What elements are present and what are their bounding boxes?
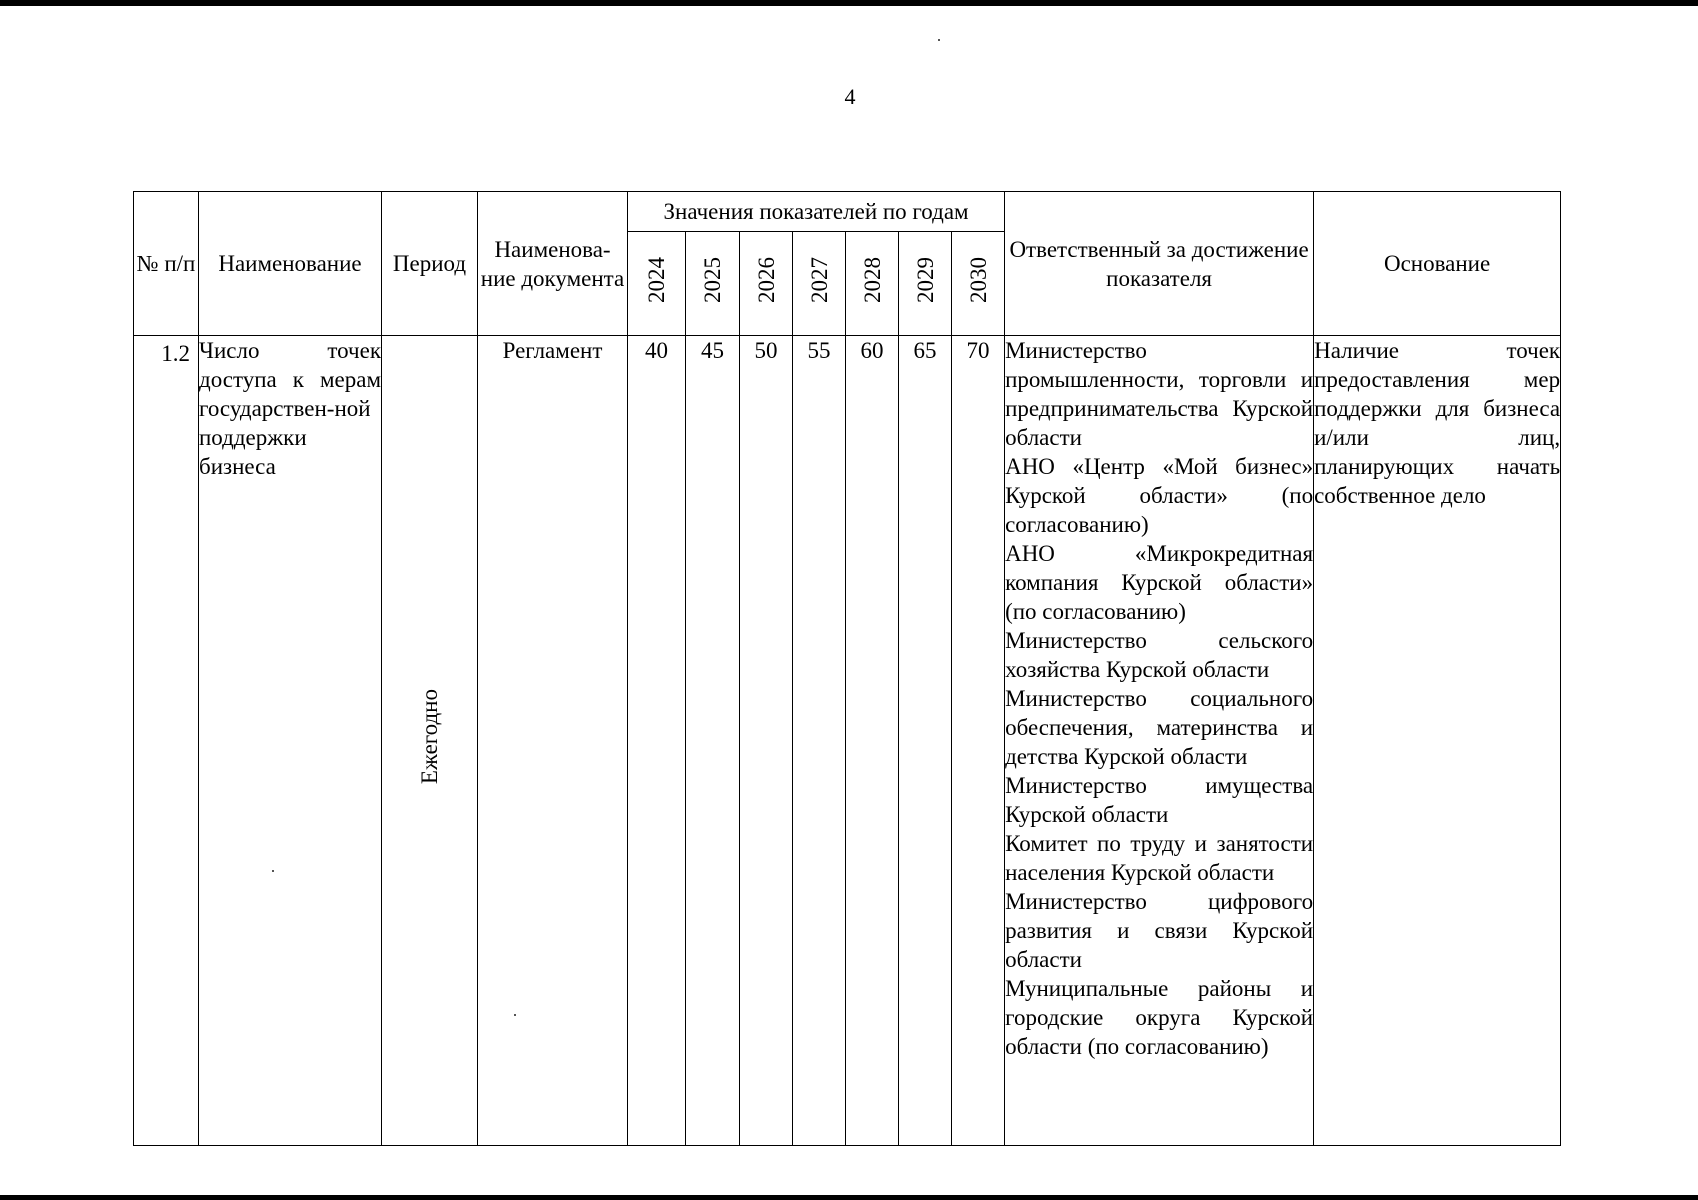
scan-speck	[938, 39, 940, 41]
header-year: 2028	[846, 232, 899, 336]
header-year: 2026	[740, 232, 793, 336]
responsible-entry: Министерство имущества Курской области	[1005, 773, 1314, 827]
value-2029: 65	[899, 336, 952, 1146]
header-year: 2025	[686, 232, 740, 336]
scan-edge-bottom	[0, 1195, 1698, 1200]
responsible-entry: Министерство цифрового развития и связи Курской области	[1005, 889, 1314, 972]
header-year: 2030	[952, 232, 1005, 336]
period-cell	[382, 336, 478, 1146]
header-number: № п/п	[134, 192, 199, 336]
value-2025: 45	[686, 336, 740, 1146]
responsible-list	[1005, 336, 1314, 1146]
header-name: Наименование	[199, 192, 382, 336]
value-2024: 40	[628, 336, 686, 1146]
value-2026: 50	[740, 336, 793, 1146]
scan-edge-top	[0, 0, 1698, 6]
table-row	[134, 336, 1561, 1146]
header-responsible: Ответственный за достижение показателя	[1005, 192, 1314, 336]
value-2027: 55	[793, 336, 846, 1146]
header-year: 2029	[899, 232, 952, 336]
responsible-entry: АНО «Микрокредитная компания Курской области» (по согласованию)	[1005, 541, 1314, 624]
responsible-entry: Министерство социального обеспечения, материнства и детства Курской области	[1005, 686, 1314, 769]
header-year: 2027	[793, 232, 846, 336]
row-number: 1.2	[134, 336, 199, 1146]
indicator-name: Число точек доступа к мерам государствен-ной поддержки бизнеса	[199, 336, 382, 1146]
basis-text: Наличие точек предоставления мер поддержки для бизнеса и/или лиц, планирующих начать собственное дело	[1314, 336, 1561, 1146]
header-document: Наименова-ние документа	[478, 192, 628, 336]
period-text: Ежегодно	[417, 689, 442, 785]
header-values-by-year: Значения показателей по годам	[628, 192, 1005, 232]
page-number: 4	[844, 84, 856, 109]
responsible-entry: Министерство сельского хозяйства Курской области	[1005, 628, 1314, 682]
indicators-table	[133, 191, 1561, 1146]
document-name: Регламент	[478, 336, 628, 1146]
value-2028: 60	[846, 336, 899, 1146]
header-basis: Основание	[1314, 192, 1561, 336]
responsible-entry: Министерство промышленности, торговли и предпринимательства Курской области	[1005, 338, 1314, 450]
responsible-entry: Муниципальные районы и городские округа Курской области (по согласованию)	[1005, 976, 1314, 1059]
responsible-entry: АНО «Центр «Мой бизнес» Курской области» (по согласованию)	[1005, 454, 1314, 537]
header-year: 2024	[628, 232, 686, 336]
header-period: Период	[382, 192, 478, 336]
value-2030: 70	[952, 336, 1005, 1146]
responsible-entry: Комитет по труду и занятости населения Курской области	[1005, 831, 1314, 885]
